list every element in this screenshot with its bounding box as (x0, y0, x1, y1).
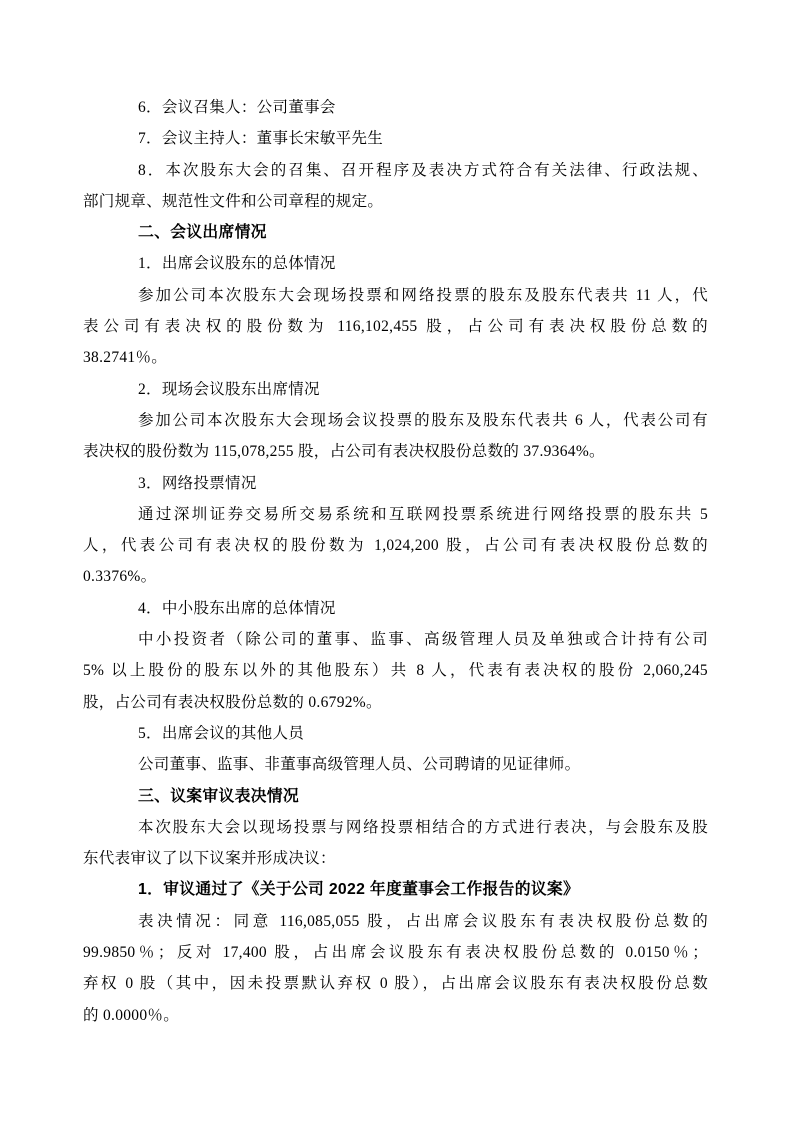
overall-attendance-paragraph (83, 280, 708, 374)
section-heading-attendance (83, 217, 708, 248)
resolution-1-voting-paragraph (83, 906, 708, 1031)
text-line: 2．现场会议股东出席情况 (138, 380, 320, 398)
minority-attendance-paragraph (83, 624, 708, 718)
text-line: 东代表审议了以下议案并形成决议： (83, 850, 336, 868)
meeting-convener-item (83, 92, 708, 123)
text-line: 1．出席会议股东的总体情况 (138, 255, 336, 273)
subitem-online-voting-title (83, 468, 708, 499)
text-line: 股，占公司有表决权股份总数的 0.6792%。 (83, 693, 382, 711)
text-line: 人，代表公司有表决权的股份数为 1,024,200 股，占公司有表决权股份总数的 (83, 537, 708, 555)
text-line: 表决情况：同意 116,085,055 股，占出席会议股东有表决权股份总数的 (138, 912, 708, 930)
text-line: 6．会议召集人：公司董事会 (138, 99, 336, 116)
meeting-legality-item (83, 155, 708, 218)
subitem-overall-attendance-title (83, 248, 708, 279)
text-line: 5% 以上股份的股东以外的其他股东）共 8 人，代表有表决权的股份 2,060,245 (83, 662, 708, 680)
subitem-other-attendees-title (83, 718, 708, 749)
text-line: 部门规章、规范性文件和公司章程的规定。 (83, 192, 384, 210)
subitem-minority-attendance-title (83, 593, 708, 624)
subitem-onsite-attendance-title (83, 374, 708, 405)
text-line: 0.3376%。 (83, 568, 157, 586)
text-line: 参加公司本次股东大会现场投票和网络投票的股东及股东代表共 11 人，代 (138, 286, 708, 304)
text-line: 表决权的股份数为 115,078,255 股，占公司有表决权股份总数的 37.9364%。 (83, 443, 605, 461)
text-line: 4．中小股东出席的总体情况 (138, 599, 336, 617)
voting-method-paragraph (83, 812, 708, 875)
text-line: 通过深圳证券交易所交易系统和互联网投票系统进行网络投票的股东共 5 (138, 505, 708, 523)
meeting-chair-item (83, 123, 708, 154)
text-line: 8．本次股东大会的召集、召开程序及表决方式符合有关法律、行政法规、 (138, 161, 708, 179)
text-line: 本次股东大会以现场投票与网络投票相结合的方式进行表决，与会股东及股 (138, 818, 708, 836)
text-line: 参加公司本次股东大会现场会议投票的股东及股东代表共 6 人，代表公司有 (138, 411, 708, 429)
section-heading-text: 二、会议出席情况 (138, 224, 267, 242)
text-line: 7．会议主持人：董事长宋敏平先生 (138, 130, 384, 148)
document-body (83, 92, 708, 1031)
section-heading-text: 三、议案审议表决情况 (138, 787, 299, 805)
text-line: 的 0.0000％。 (83, 1006, 180, 1024)
text-line: 公司董事、监事、非董事高级管理人员、公司聘请的见证律师。 (138, 756, 581, 774)
resolution-heading-text: 1．审议通过了《关于公司 2022 年度董事会工作报告的议案》 (138, 881, 580, 899)
text-line: 5．出席会议的其他人员 (138, 724, 305, 742)
resolution-1-heading (83, 874, 708, 905)
onsite-attendance-paragraph (83, 405, 708, 468)
text-line: 3．网络投票情况 (138, 474, 257, 492)
text-line: 38.2741％。 (83, 349, 168, 367)
text-line: 99.9850％；反对 17,400 股，占出席会议股东有表决权股份总数的 0.0150％； (83, 944, 708, 962)
text-line: 中小投资者（除公司的董事、监事、高级管理人员及单独或合计持有公司 (138, 631, 708, 649)
other-attendees-paragraph (83, 749, 708, 780)
section-heading-resolutions (83, 781, 708, 812)
online-voting-paragraph (83, 499, 708, 593)
text-line: 弃权 0 股（其中，因未投票默认弃权 0 股），占出席会议股东有表决权股份总数 (83, 975, 708, 993)
text-line: 表公司有表决权的股份数为 116,102,455 股，占公司有表决权股份总数的 (83, 318, 708, 336)
